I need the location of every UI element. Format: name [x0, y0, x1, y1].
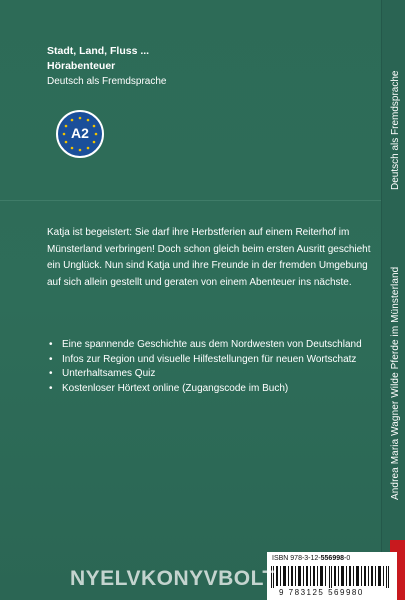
- barcode: [267, 552, 397, 600]
- list-item: • Eine spannende Geschichte aus dem Nordwesten von Deutschland: [47, 338, 367, 353]
- spine-subtitle: Deutsch als Fremdsprache: [390, 70, 401, 190]
- blurb-text: Katja ist begeistert: Sie darf ihre Herbstferien auf einem Reiterhof im Münsterland verbringen! Doch schon gleich beim ersten Ausritt geschieht ein Unglück. Nun sind Katja und ihre Freunde in der fremden Umgebung auf sich allein gestellt und geraten von einem Abenteuer ins nächste.: [47, 227, 371, 288]
- series-title: Stadt, Land, Fluss ...: [47, 45, 150, 57]
- cover-subtitle: Deutsch als Fremdsprache: [47, 76, 167, 87]
- list-item: • Kostenloser Hörtext online (Zugangscode im Buch): [47, 382, 367, 397]
- spine-author-title: Andrea Maria Wagner Wilde Pferde im Münsterland: [390, 266, 401, 500]
- watermark: NYELVKONYVBOLT: [70, 567, 276, 590]
- feature-list: [47, 338, 367, 396]
- list-item: • Infos zur Region und visuelle Hilfestellungen für neuen Wortschatz: [47, 353, 367, 368]
- list-item: • Unterhaltsames Quiz: [47, 367, 367, 382]
- series-subtitle: Hörabenteuer: [47, 60, 116, 72]
- barcode-number: 9 783125 569980: [279, 588, 364, 597]
- divider: [0, 200, 381, 201]
- isbn: ISBN 978-3-12-556998-0: [272, 555, 351, 562]
- level-badge: [56, 110, 104, 158]
- barcode-bars-icon: [271, 566, 393, 588]
- badge-level: A2: [71, 125, 89, 141]
